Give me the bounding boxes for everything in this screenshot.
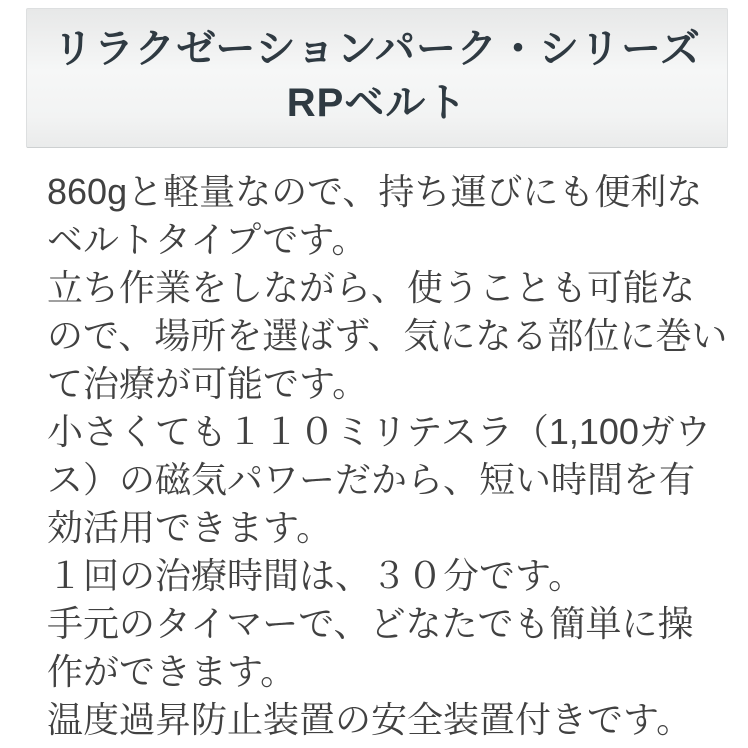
description-paragraph-safety-device: 温度過昇防止装置の安全装置付きです。 [47, 699, 693, 740]
product-series-title: リラクゼーションパーク・シリーズ [53, 27, 701, 71]
product-description-text [47, 168, 728, 744]
description-paragraph-treatment-time: １回の治療時間は、３０分です。 [47, 555, 585, 596]
product-title-banner [26, 8, 728, 148]
description-paragraph-standing-use: 立ち作業をしながら、使うことも可能なので、場所を選ばず、気になる部位に巻いて治療が可能です。 [47, 267, 728, 404]
description-paragraph-magnetic-power: 小さくても１１０ミリテスラ（1,100ガウス）の磁気パワーだから、短い時間を有効活用できます。 [47, 411, 711, 548]
product-model-title: RPベルト [286, 81, 468, 125]
description-paragraph-timer: 手元のタイマーで、どなたでも簡単に操作ができます。 [47, 603, 694, 692]
description-paragraph-weight: 860gと軽量なので、持ち運びにも便利なベルトタイプです。 [47, 171, 703, 260]
